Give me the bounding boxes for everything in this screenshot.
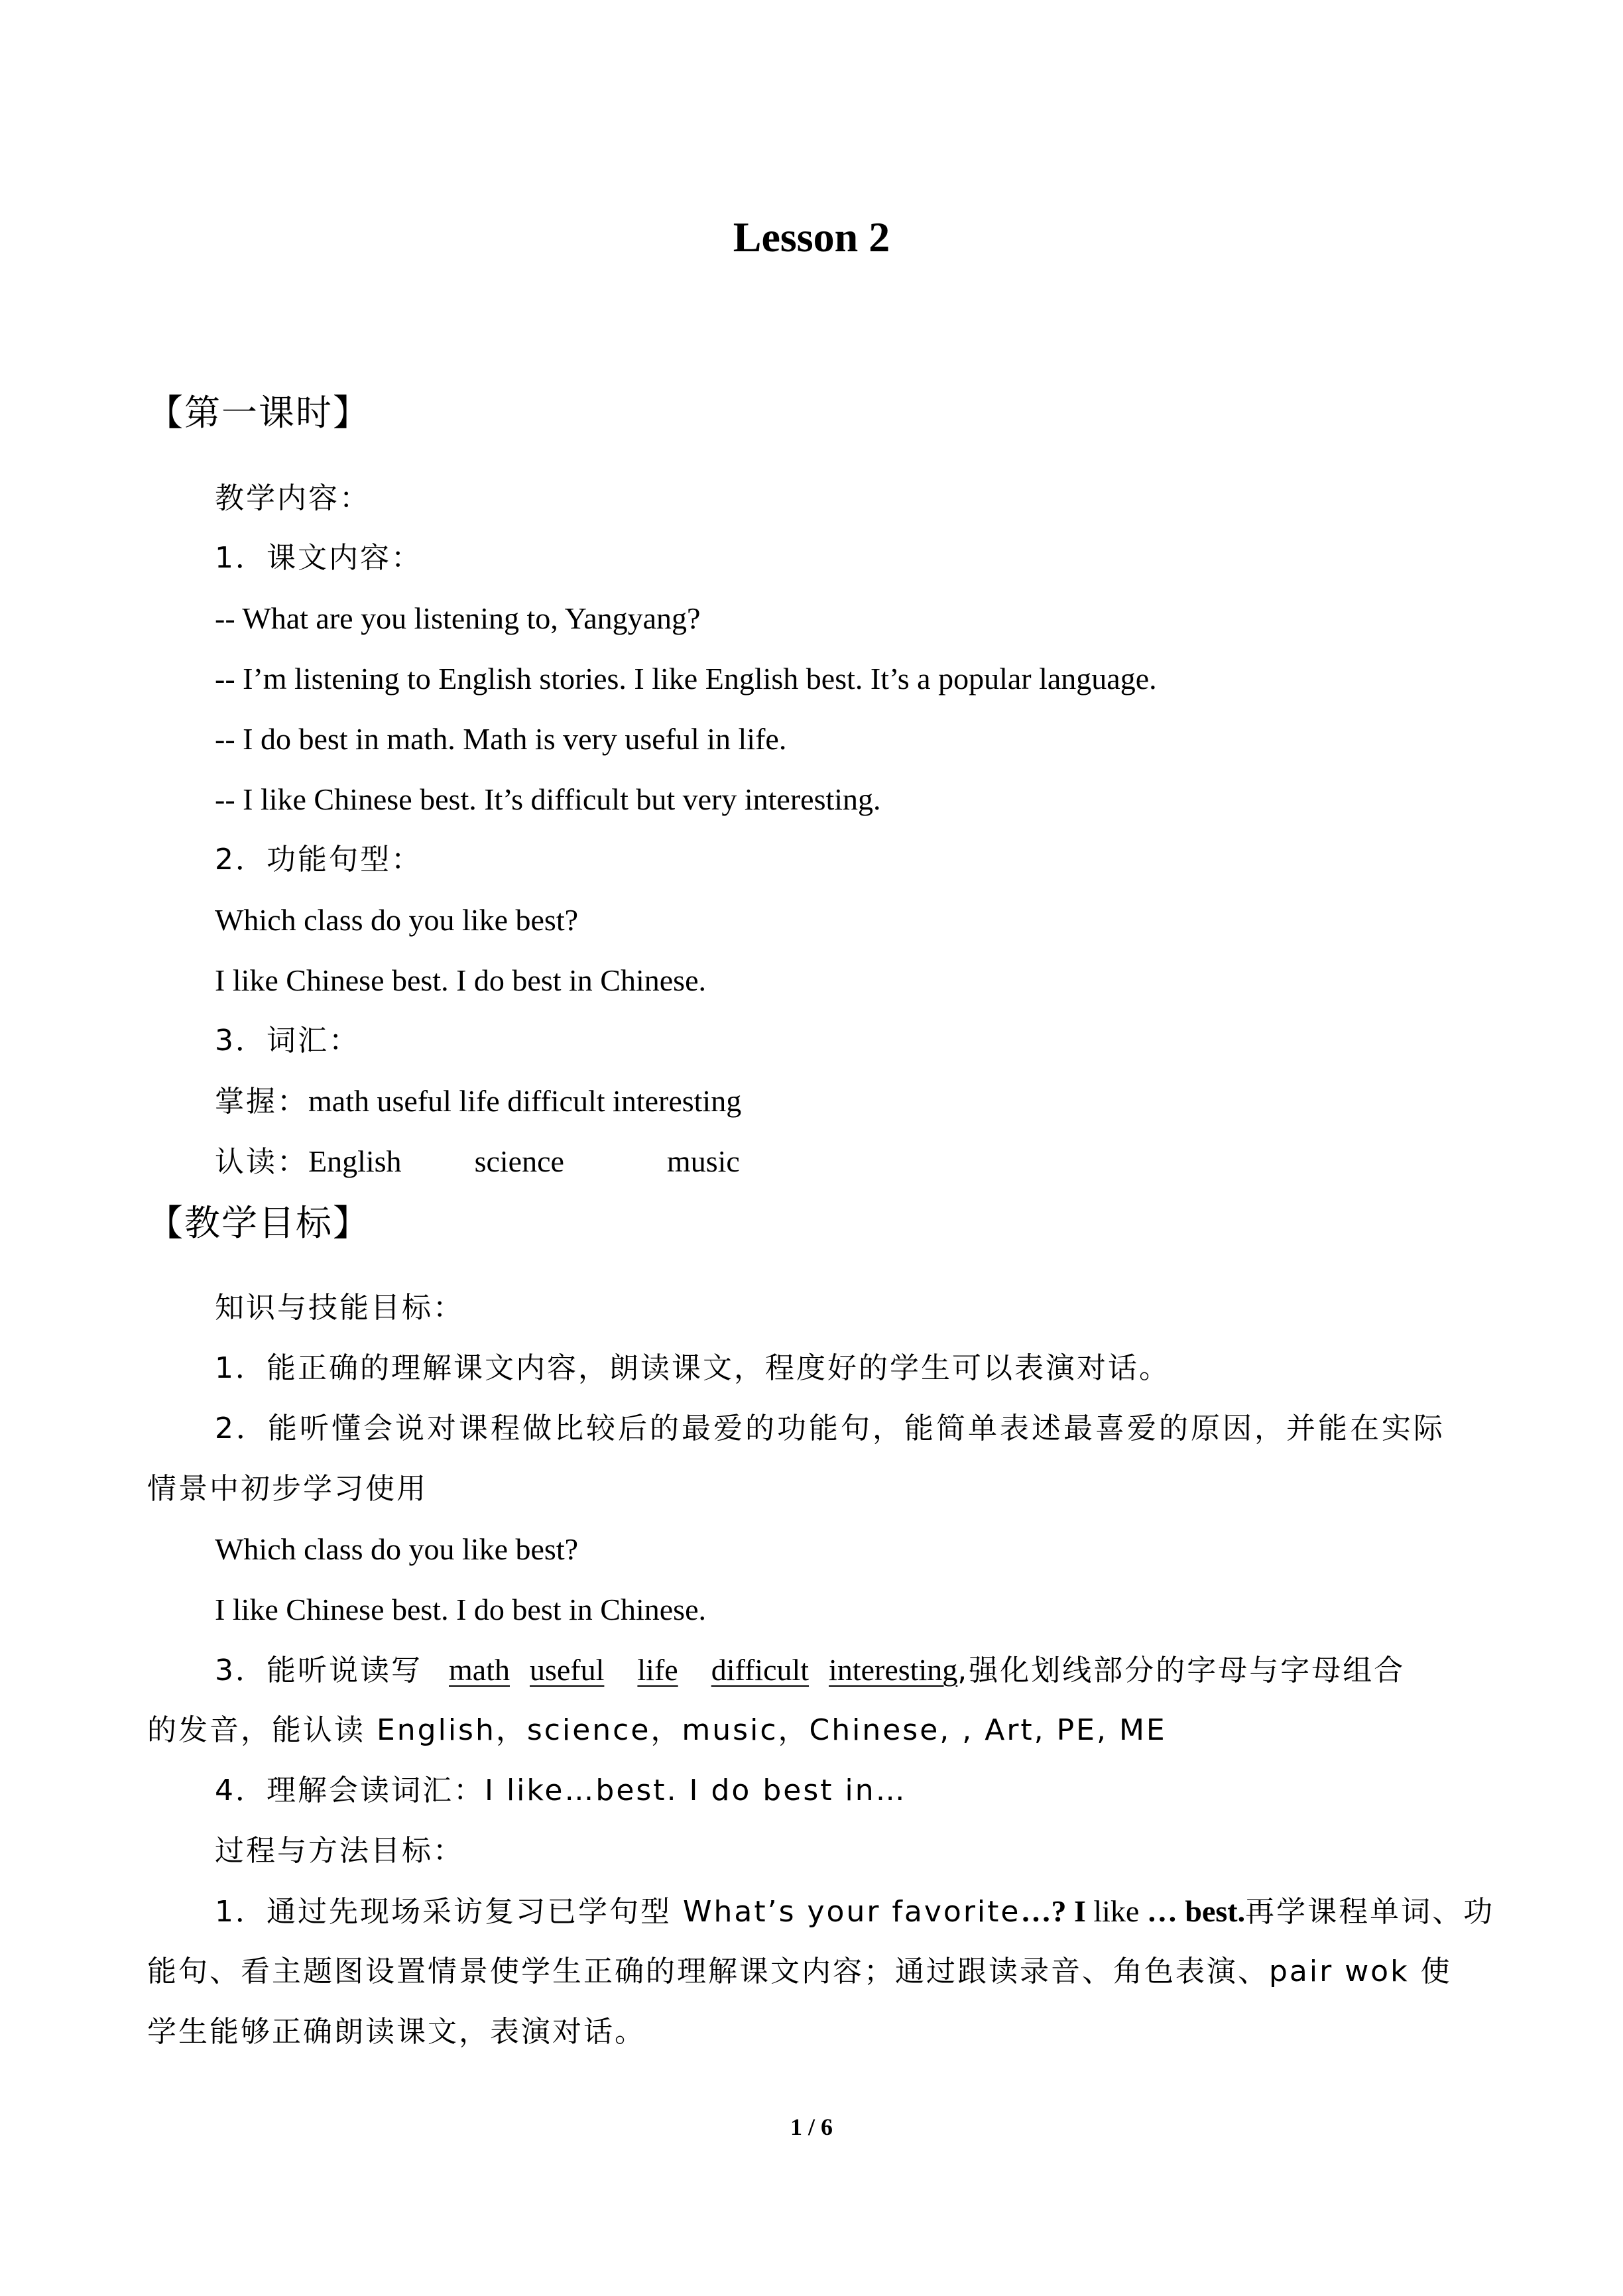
goal-3-line-2: 的发音，能认读 English，science，music，Chinese, , Art, PE, ME: [147, 1713, 1167, 1747]
goal-2-pattern-2: I like Chinese best. I do best in Chinese.: [215, 1593, 706, 1626]
goal-3-suffix: ,强化划线部分的字母与字母组合: [957, 1654, 1406, 1687]
master-words: math useful life difficult interesting: [308, 1084, 742, 1118]
goal-3-prefix: 3．能听说读写: [215, 1654, 422, 1687]
pattern-line-1: Which class do you like best?: [215, 903, 579, 937]
dialogue-line-4: -- I like Chinese best. It’s difficult but very interesting.: [215, 782, 881, 816]
pattern-line-2: I like Chinese best. I do best in Chinese.: [215, 963, 706, 997]
item2-label: 2．功能句型：: [215, 843, 422, 876]
master-prefix: 掌握：: [215, 1085, 308, 1118]
content-label: 教学内容：: [215, 481, 371, 515]
goal-4: 4．理解会读词汇：I like…best. I do best in…: [215, 1774, 907, 1807]
goal-3-word-life: life: [637, 1653, 678, 1687]
goal-2-line-2: 情景中初步学习使用: [147, 1472, 428, 1506]
section-heading-first-lesson: 【第一课时】: [147, 392, 370, 434]
dialogue-line-1: -- What are you listening to, Yangyang?: [215, 601, 701, 635]
goal-1: 1．能正确的理解课文内容，朗读课文，程度好的学生可以表演对话。: [215, 1351, 1170, 1385]
process-1-line-3: 学生能够正确朗读课文，表演对话。: [147, 2015, 646, 2049]
read-word-english: English: [308, 1144, 402, 1178]
master-vocab-line: [215, 1081, 741, 1122]
goal-2-pattern-1: Which class do you like best?: [215, 1532, 579, 1566]
goal-2-line-1: 2．能听懂会说对课程做比较后的最爱的功能句，能简单表述最喜爱的原因，并能在实际: [215, 1412, 1445, 1445]
goal-3-line-1: [215, 1650, 1405, 1691]
section-heading-teaching-goals: 【教学目标】: [147, 1202, 370, 1244]
read-vocab-line: [215, 1142, 740, 1182]
read-word-science: science: [474, 1144, 564, 1178]
item1-label: 1．课文内容：: [215, 541, 422, 575]
read-word-music: music: [666, 1144, 740, 1178]
process-1-line-2: 能句、看主题图设置情景使学生正确的理解课文内容；通过跟读录音、角色表演、pair wok 使: [147, 1955, 1452, 1988]
process-1-mid: like: [1085, 1894, 1147, 1928]
process-1-suffix: 再学课程单词、功: [1245, 1895, 1495, 1929]
read-prefix: 认读：: [215, 1145, 308, 1179]
process-1-prefix: 1．通过先现场采访复习已学句型 What’s your favorite: [215, 1895, 1021, 1929]
goal-3-word-useful: useful: [529, 1653, 605, 1687]
goal-3-word-math: math: [449, 1653, 510, 1687]
goal-3-word-interesting: interesting: [829, 1653, 958, 1687]
process-1-line-1: [215, 1892, 1494, 1932]
goal-3-word-difficult: difficult: [711, 1653, 810, 1687]
dialogue-line-2: -- I’m listening to English stories. I like English best. It’s a popular language.: [215, 662, 1157, 695]
process-1-bold-2: … best.: [1146, 1894, 1246, 1928]
item3-label: 3．词汇：: [215, 1024, 360, 1057]
page-title: Lesson 2: [733, 213, 890, 261]
knowledge-label: 知识与技能目标：: [215, 1291, 464, 1325]
process-label: 过程与方法目标：: [215, 1834, 464, 1868]
dialogue-line-3: -- I do best in math. Math is very useful in life.: [215, 722, 787, 756]
process-1-bold-1: …? I: [1020, 1894, 1086, 1928]
page-number: 1 / 6: [790, 2114, 833, 2140]
